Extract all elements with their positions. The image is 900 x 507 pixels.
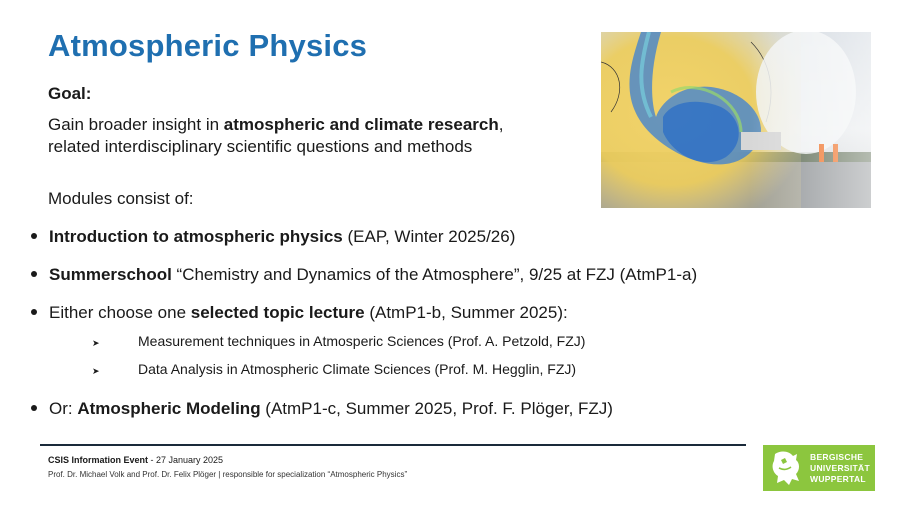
logo-line-2: UNIVERSITÄT	[810, 462, 870, 473]
sub-arrow-icon: ➤	[92, 338, 100, 348]
bullet-dot	[31, 405, 37, 411]
sub-arrow-icon: ➤	[92, 366, 100, 376]
goal-line-1	[48, 114, 608, 136]
goal-text	[48, 114, 608, 158]
sub-item	[92, 333, 585, 349]
bullet-bold: Summerschool	[49, 265, 172, 284]
goal-line-1-prefix: Gain broader insight in	[48, 115, 224, 134]
sub-item-text: Measurement techniques in Atmosperic Sciences (Prof. A. Petzold, FZJ)	[138, 333, 586, 349]
logo-line-1: BERGISCHE	[810, 451, 864, 462]
bullet-dot	[31, 271, 37, 277]
goal-line-2: related interdisciplinary scientific questions and methods	[48, 137, 473, 156]
bullet-text: (AtmP1-c, Summer 2025, Prof. F. Plöger, FZJ)	[260, 399, 613, 418]
bullet-text: (AtmP1-b, Summer 2025):	[364, 303, 568, 322]
goal-line-1-bold: atmospheric and climate research	[223, 115, 499, 134]
bullet-item	[31, 399, 613, 419]
university-name	[810, 452, 870, 485]
goal-line-1-suffix: ,	[498, 115, 504, 134]
bullet-dot	[31, 309, 37, 315]
slide-title: Atmospheric Physics	[48, 28, 368, 63]
bullet-item	[31, 227, 515, 247]
university-logo	[763, 445, 875, 491]
logo-line-3: WUPPERTAL	[810, 473, 866, 484]
bullet-text: “Chemistry and Dynamics of the Atmosphere”, 9/25 at FZJ (AtmP1-a)	[171, 265, 698, 284]
sub-item-text: Data Analysis in Atmospheric Climate Sciences (Prof. M. Hegglin, FZJ)	[138, 361, 577, 377]
modules-intro: Modules consist of:	[48, 189, 194, 208]
footer-event-name: CSIS Information Event	[48, 455, 149, 465]
bullet-item	[31, 303, 568, 323]
goal-label: Goal:	[48, 84, 92, 103]
footer-divider	[40, 444, 746, 446]
sub-item	[92, 361, 576, 377]
footer-event	[48, 455, 223, 465]
lion-crest-icon	[767, 448, 805, 488]
bullet-bold: Atmospheric Modeling	[77, 399, 261, 418]
bullet-text: (EAP, Winter 2025/26)	[342, 227, 516, 246]
bullet-prefix: Either choose one	[49, 303, 191, 322]
bullet-item	[31, 265, 697, 285]
bullet-bold: Introduction to atmospheric physics	[49, 227, 343, 246]
bullet-bold: selected topic lecture	[190, 303, 365, 322]
bullet-prefix: Or:	[49, 399, 78, 418]
bullet-dot	[31, 233, 37, 239]
footer-responsible: Prof. Dr. Michael Volk and Prof. Dr. Felix Plöger | responsible for specialization “Atmospheric Physics”	[48, 470, 408, 479]
atmosphere-balloon-image	[601, 32, 871, 208]
footer-event-date: - 27 January 2025	[148, 455, 224, 465]
